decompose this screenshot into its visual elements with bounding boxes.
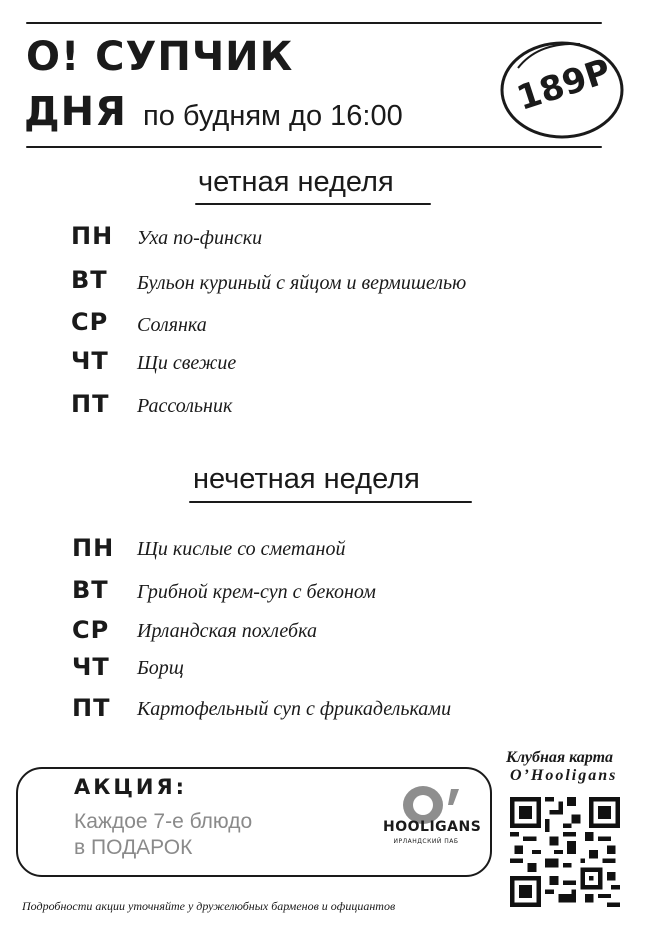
club-card-name: O’Hooligans [510, 767, 618, 784]
odd-day-wed: СР [72, 616, 110, 644]
odd-day-thu: ЧТ [72, 653, 110, 681]
page-title-line1: О! СУПЧИК [26, 34, 294, 80]
page-title-line2: ДНЯ [24, 89, 127, 135]
club-card-label: Клубная карта [506, 749, 614, 766]
promo-text-line2: в ПОДАРОК [74, 836, 193, 859]
price-value: 189Р [512, 51, 616, 119]
odd-day-mon: ПН [72, 534, 115, 562]
footer-note: Подробности акции уточняйте у дружелюбных барменов и официантов [22, 899, 396, 913]
odd-day-tue: ВТ [72, 576, 109, 604]
odd-week-underline [189, 501, 472, 503]
even-week-underline [195, 203, 431, 205]
even-day-tue: ВТ [71, 266, 108, 294]
even-dish-tue: Бульон куриный с яйцом и вермишелью [137, 272, 467, 294]
odd-dish-fri: Картофельный суп с фрикадельками [137, 698, 452, 720]
header-bottom-rule [26, 146, 602, 148]
hours-text: по будням до 16:00 [143, 100, 403, 132]
logo-wordmark: HOOLIGANS [383, 819, 482, 835]
even-dish-thu: Щи свежие [137, 352, 237, 374]
odd-dish-thu: Борщ [137, 657, 184, 679]
odd-dish-mon: Щи кислые со сметаной [137, 538, 346, 560]
even-dish-wed: Солянка [137, 314, 207, 336]
odd-dish-tue: Грибной крем-суп с беконом [137, 581, 376, 603]
hooligans-logo [383, 783, 482, 855]
odd-dish-wed: Ирландская похлебка [137, 620, 317, 642]
promo-title: АКЦИЯ: [74, 775, 188, 799]
odd-week-title: нечетная неделя [193, 463, 420, 495]
logo-subtitle: ИРЛАНДСКИЙ ПАБ [393, 838, 459, 845]
qr-code-graphic [510, 797, 620, 907]
qr-code-icon[interactable] [510, 797, 620, 907]
price-badge [498, 38, 628, 142]
even-day-thu: ЧТ [71, 347, 109, 375]
even-day-mon: ПН [71, 222, 114, 250]
even-week-title: четная неделя [198, 166, 394, 198]
even-dish-fri: Рассольник [137, 395, 233, 417]
promo-text-line1: Каждое 7-е блюдо [74, 810, 253, 833]
even-day-fri: ПТ [71, 390, 110, 418]
top-rule [26, 22, 602, 24]
even-dish-mon: Уха по-фински [137, 227, 263, 249]
odd-day-fri: ПТ [72, 694, 111, 722]
even-day-wed: СР [71, 308, 109, 336]
